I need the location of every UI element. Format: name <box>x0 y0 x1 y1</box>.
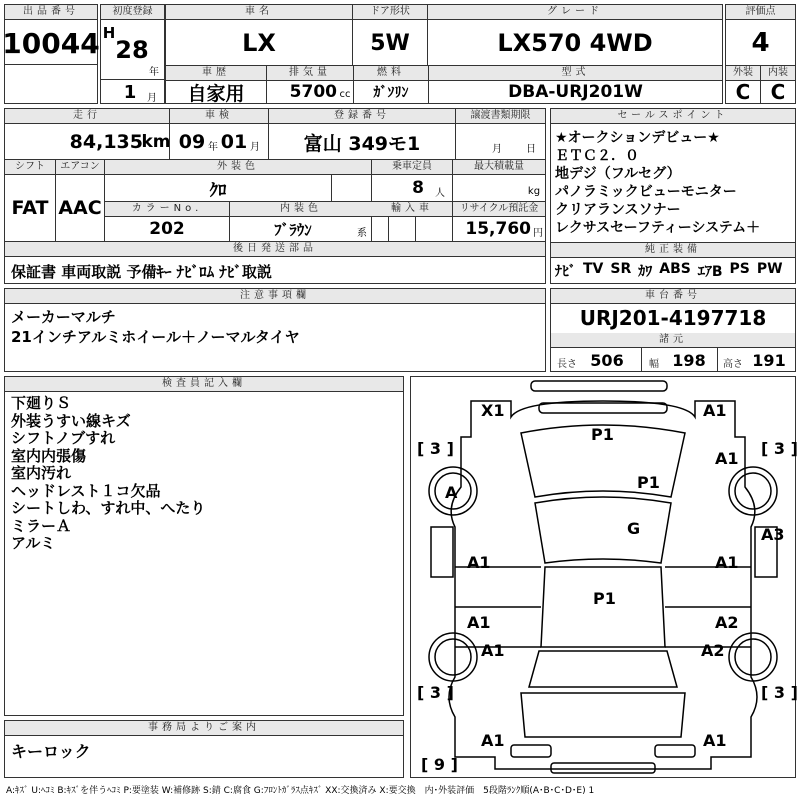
inspector-note-item: ヘッドレスト１コ欠品 <box>11 481 161 500</box>
lot-box <box>4 4 98 104</box>
sales-point-item: 地デジ（フルセグ） <box>555 166 681 182</box>
later-items-label: 後日発送部品 <box>5 242 545 257</box>
sales-point-item: クリアランスソナー <box>555 202 681 218</box>
tire-fl: [ 3 ] <box>417 439 454 458</box>
fuel-label: 燃料 <box>354 66 428 81</box>
insp-year: 09 <box>178 131 206 153</box>
car-info-box <box>165 4 723 104</box>
mark-a1-left-rear: A1 <box>481 641 505 660</box>
sales-point-item: レクサスセーフティーシステム＋ <box>555 220 761 236</box>
reg-month-unit: 月 <box>147 92 157 104</box>
equipment-item: ABS <box>659 261 691 277</box>
capacity-label: 乗車定員 <box>372 160 452 175</box>
transfer-month-unit: 月 <box>492 143 502 155</box>
notes-box <box>4 288 546 372</box>
sales-points-label: セールスポイント <box>551 109 795 124</box>
int-color: ﾌﾞﾗｳﾝ <box>274 220 312 239</box>
note-item: 21インチアルミホイール＋ノーマルタイヤ <box>11 328 300 346</box>
shift: FAT <box>11 197 49 219</box>
ac: AAC <box>58 197 102 219</box>
height-label: 高さ <box>723 359 743 370</box>
first-reg-box <box>100 4 165 104</box>
notes-label: 注意事項欄 <box>5 289 545 304</box>
mark-a1-left-bumper: A1 <box>481 731 505 750</box>
car-name-label: 車名 <box>166 5 352 20</box>
length-label: 長さ <box>557 359 577 370</box>
reg-no: 富山 349モ1 <box>303 132 421 155</box>
sales-point-item: ★オークションデビュー★ <box>555 130 720 146</box>
displacement: 5700 <box>289 82 337 102</box>
inspector-note-item: アルミ <box>11 534 56 552</box>
inspector-note-item: シートしわ、すれ中、へたり <box>11 499 206 517</box>
legend: A:ｷｽﾞ U:ﾍｺﾐ B:ｷｽﾞを伴うﾍｺﾐ P:要塗装 W:補修跡 S:錆 C:腐食 G:ﾌﾛﾝﾄｶﾞﾗｽ点ｷｽﾞ XX:交換済み X:要交換 内･外装評価 5段階ﾗﾝｸ順(A･B･C･D･E) 1 <box>6 786 595 796</box>
score-box <box>725 4 796 104</box>
mark-a1-left-door1: A1 <box>467 553 491 572</box>
equipment-item: ｶﾜ <box>638 264 653 280</box>
int-color-unit: 系 <box>357 227 367 239</box>
import-label: 輸入車 <box>372 202 452 217</box>
specs-label: 諸元 <box>551 333 795 348</box>
equipment-item: PW <box>756 261 783 277</box>
history: 自家用 <box>187 82 245 105</box>
displacement-label: 排気量 <box>267 66 353 81</box>
inspector-list <box>11 395 401 553</box>
insp-month: 01 <box>220 131 248 153</box>
equipment-item: ｴｱB <box>697 264 723 280</box>
inspector-note-item: シフトノブすれ <box>11 429 116 447</box>
mileage-unit: km <box>141 132 171 152</box>
reg-year-unit: 年 <box>149 66 159 78</box>
inspector-label: 検査員記入欄 <box>5 377 403 392</box>
mark-g-glass: G <box>627 519 641 538</box>
ext-color-label: 外装色 <box>105 160 371 175</box>
mileage: 84,135 <box>69 131 143 153</box>
shift-label: シフト <box>5 160 55 175</box>
mark-p1-front: P1 <box>591 425 614 444</box>
lot-label: 出品番号 <box>5 5 97 20</box>
mark-p1-roof: P1 <box>593 589 616 608</box>
car-name: LX <box>242 29 276 57</box>
height: 191 <box>752 350 786 370</box>
length: 506 <box>590 350 624 370</box>
note-item: メーカーマルチ <box>11 308 116 326</box>
mark-p1-hood: P1 <box>637 473 660 492</box>
door-label: ドア形状 <box>353 5 427 20</box>
fuel: ｶﾞｿﾘﾝ <box>373 85 409 101</box>
mileage-label: 走行 <box>5 109 169 124</box>
reg-year: 28 <box>115 36 149 64</box>
mark-a-left-wheel: A <box>445 483 458 502</box>
model: DBA-URJ201W <box>508 82 643 102</box>
mark-a1-front-right: A1 <box>703 401 727 420</box>
mark-a1-right-bumper: A1 <box>703 731 727 750</box>
capacity: 8 <box>412 178 424 198</box>
max-load-unit: kg <box>527 185 541 197</box>
inspector-box <box>4 376 404 716</box>
later-items: 保証書 車両取説 予備ｷｰ ﾅﾋﾞﾛﾑ ﾅﾋﾞ取説 <box>11 263 272 281</box>
inspector-note-item: 下廻りＳ <box>11 394 72 412</box>
office-note: キーロック <box>11 742 91 761</box>
int-color-label: 内装色 <box>230 202 372 217</box>
equipment-item: ﾅﾋﾞ <box>555 264 576 280</box>
equipment-list <box>555 261 793 281</box>
mark-a2-right-door2: A2 <box>715 613 739 632</box>
ext-grade: C <box>735 80 751 104</box>
recycle: 15,760 <box>465 219 531 239</box>
transfer-label: 譲渡書類期限 <box>456 109 545 124</box>
history-label: 車歴 <box>166 66 266 81</box>
inspector-note-item: ミラーＡ <box>11 516 72 535</box>
chassis-label: 車台番号 <box>551 289 795 304</box>
grade: LX570 4WD <box>497 29 653 57</box>
model-label: 型式 <box>429 66 722 81</box>
vehicle-detail-box <box>4 108 546 284</box>
spare-tire: [ 9 ] <box>421 755 458 774</box>
chassis-box <box>550 288 796 372</box>
score: 4 <box>751 28 770 58</box>
door-type: 5W <box>370 30 410 56</box>
recycle-unit: 円 <box>533 227 543 239</box>
era: H <box>102 24 116 42</box>
tire-rr: [ 3 ] <box>761 683 798 702</box>
equipment-item: SR <box>610 261 632 277</box>
int-grade-label: 内装 <box>761 66 795 81</box>
recycle-label: リサイクル預託金 <box>453 202 545 217</box>
equipment-item: PS <box>729 261 750 277</box>
int-grade: C <box>770 80 786 104</box>
displacement-unit: cc <box>339 88 351 100</box>
grade-label: グレード <box>428 5 722 20</box>
first-reg-label: 初度登録 <box>101 5 164 20</box>
score-label: 評価点 <box>726 5 795 20</box>
mark-a2-right-rear: A2 <box>701 641 725 660</box>
inspection-label: 車検 <box>170 109 268 124</box>
sales-point-item: ＥＴＣ２．０ <box>555 148 639 164</box>
reg-month: 1 <box>123 81 137 103</box>
sales-points-list <box>555 129 793 237</box>
inspector-note-item: 室内汚れ <box>11 464 72 482</box>
mark-a1-right-door1: A1 <box>715 553 739 572</box>
width: 198 <box>672 350 706 370</box>
lot-number: 10044 <box>2 26 100 60</box>
tire-rl: [ 3 ] <box>417 683 454 702</box>
width-label: 幅 <box>649 359 659 370</box>
office-label: 事務局よりご案内 <box>5 721 403 736</box>
equipment-item: TV <box>583 261 604 277</box>
max-load-label: 最大積載量 <box>453 160 545 175</box>
office-box <box>4 720 404 778</box>
ac-label: エアコン <box>56 160 104 175</box>
insp-month-unit: 月 <box>250 141 260 153</box>
insp-year-unit: 年 <box>208 141 218 153</box>
capacity-unit: 人 <box>435 187 445 199</box>
tire-fr: [ 3 ] <box>761 439 798 458</box>
color-no-label: カラーNo. <box>105 202 229 217</box>
chassis-number: URJ201-4197718 <box>579 306 767 330</box>
color-no: 202 <box>149 219 185 239</box>
mark-a1-right-fender: A1 <box>715 449 739 468</box>
transfer-day-unit: 日 <box>526 143 536 155</box>
mark-a3-right: A3 <box>761 525 785 544</box>
sales-points-box <box>550 108 796 284</box>
notes-list <box>11 307 541 347</box>
inspector-note-item: 外装うすい線キズ <box>11 411 131 430</box>
sales-point-item: パノラミックビューモニター <box>555 184 737 200</box>
mark-x1: X1 <box>481 401 505 420</box>
equipment-label: 純正装備 <box>551 243 795 258</box>
ext-color: ｸﾛ <box>209 180 227 201</box>
ext-grade-label: 外装 <box>726 66 760 81</box>
damage-diagram-box <box>410 376 796 778</box>
mark-a1-left-door2: A1 <box>467 613 491 632</box>
inspector-note-item: 室内内張傷 <box>11 446 87 465</box>
reg-no-label: 登録番号 <box>269 109 455 124</box>
